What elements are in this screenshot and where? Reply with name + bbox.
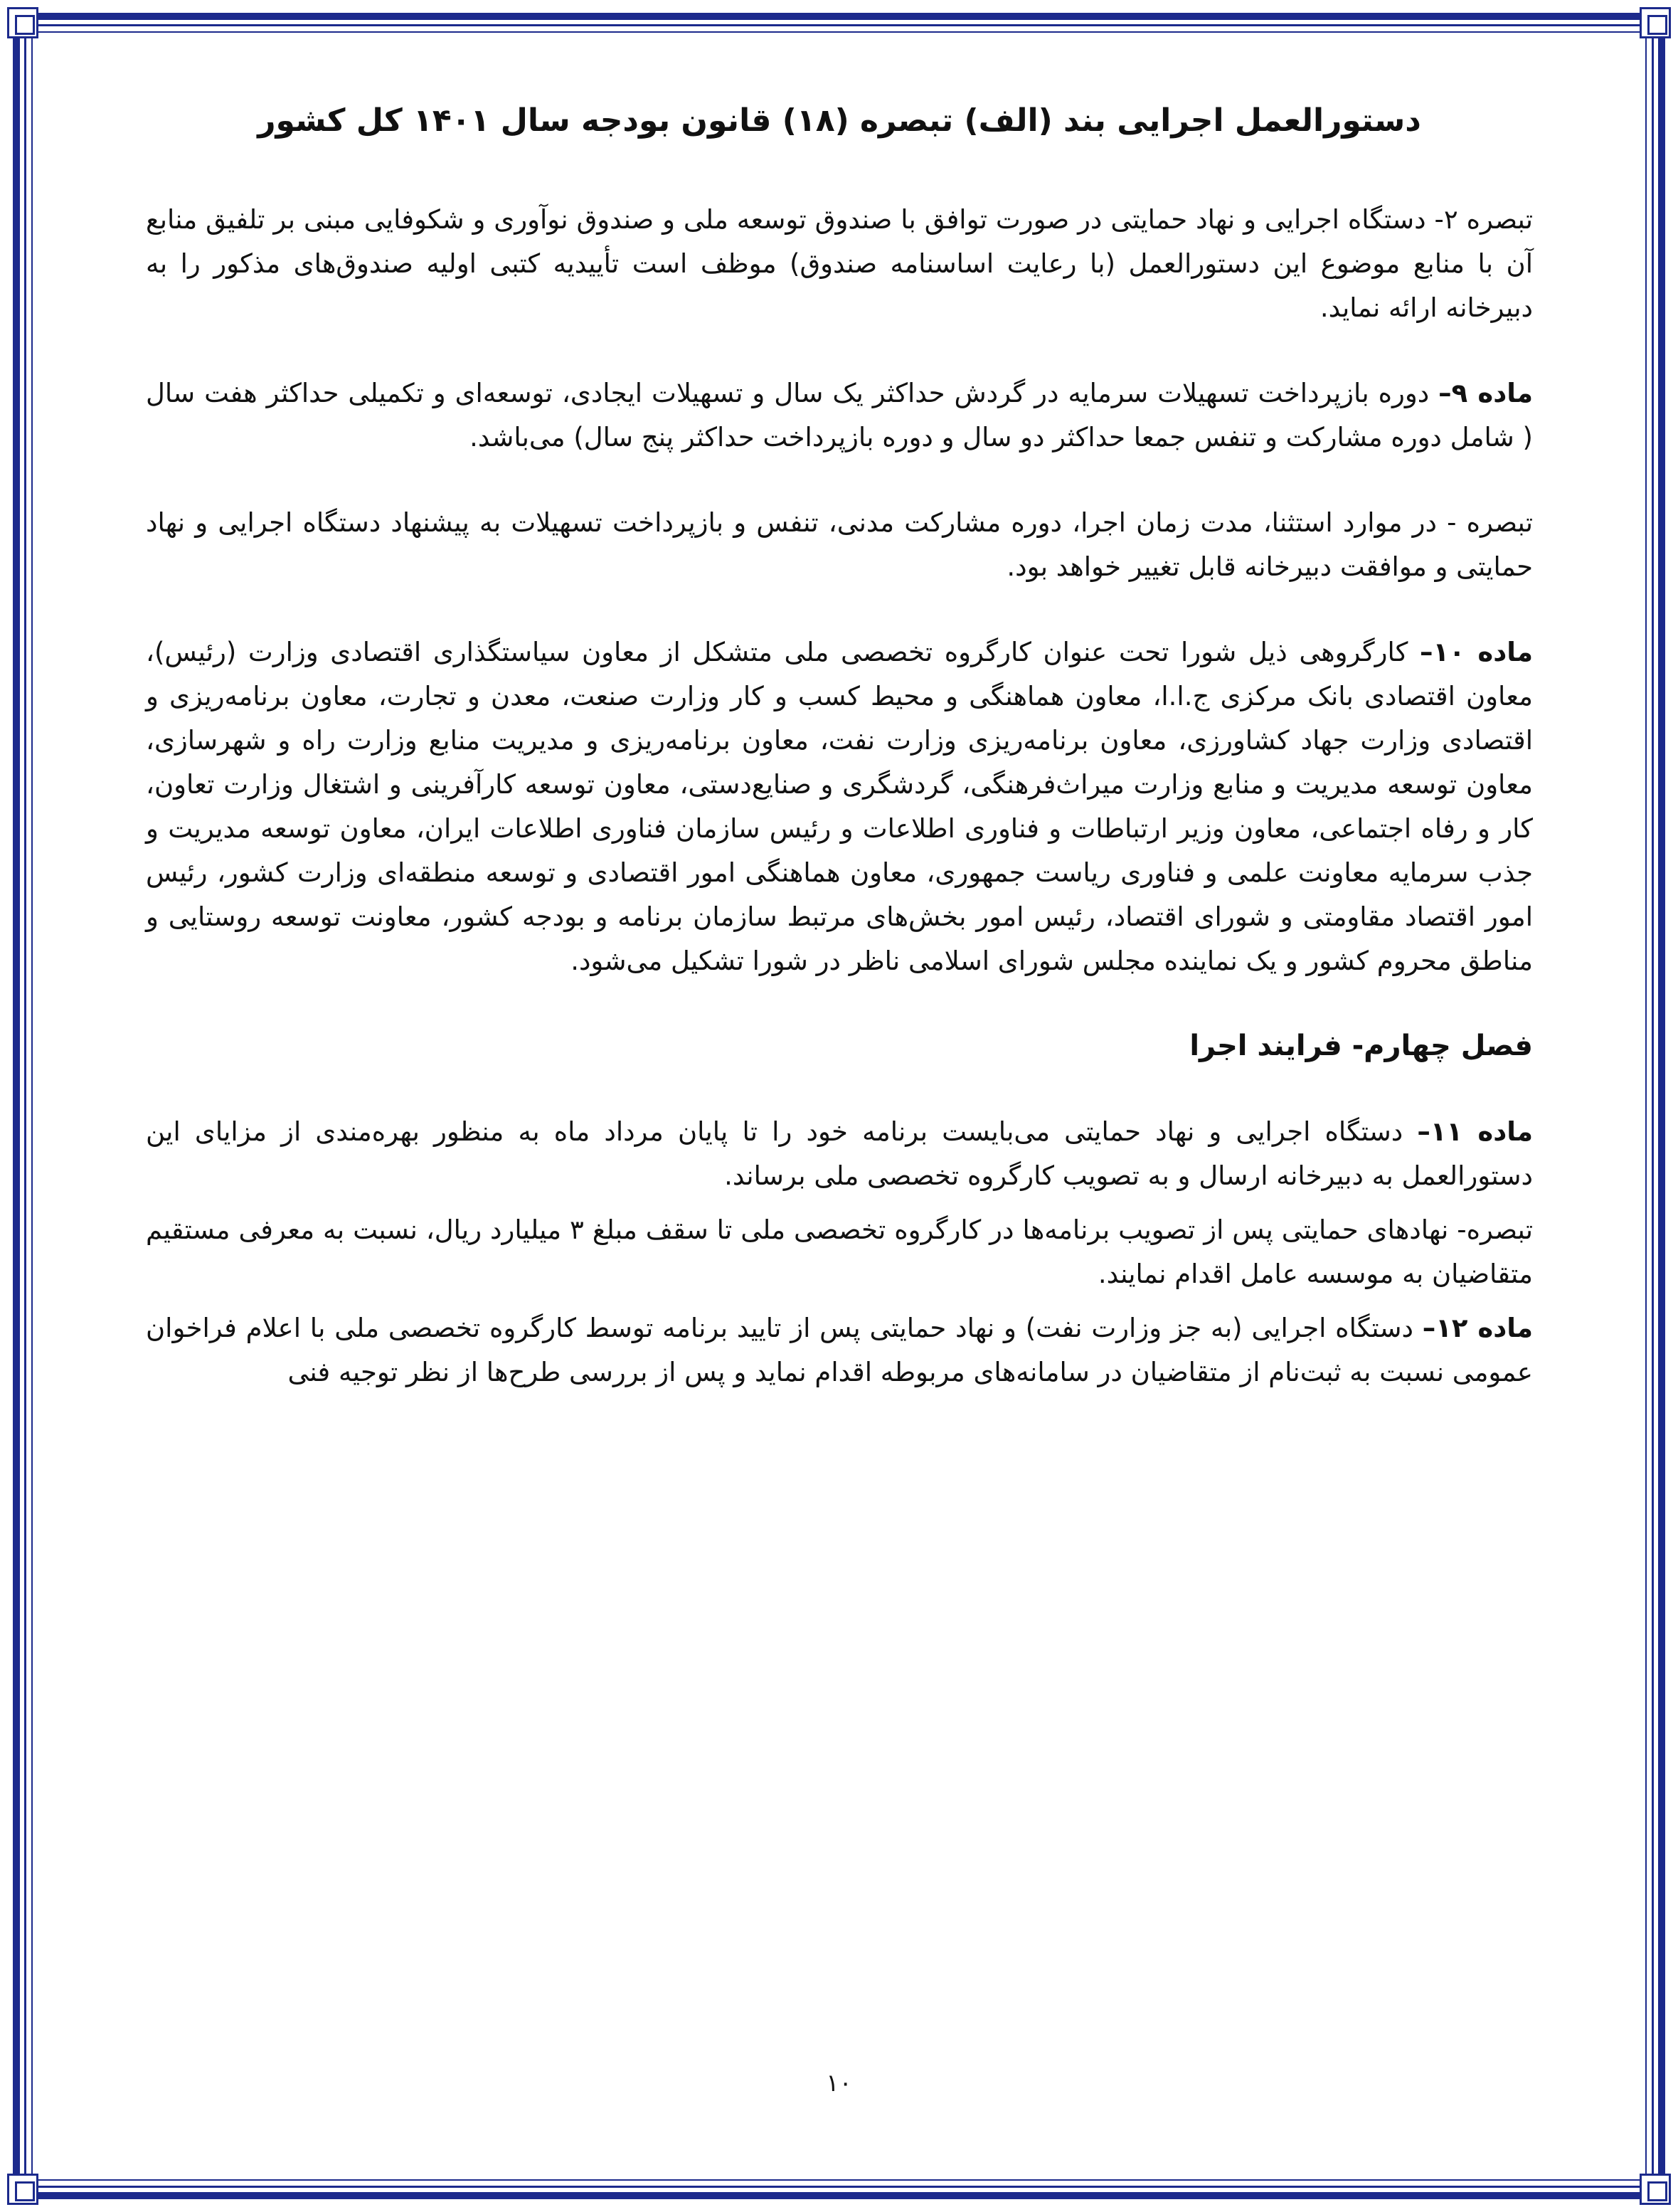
paragraph-label: ماده ۱۰– [1419,637,1533,667]
paragraph-text: تبصره - در موارد استثنا، مدت زمان اجرا، دوره مشارکت مدنی، تنفس و بازپرداخت تسهیلات به پیشنهاد دستگاه اجرایی و نهاد حمایتی و موافقت دبیرخانه قابل تغییر خواهد بود. [146,507,1533,582]
page-number: ۱۰ [826,2069,852,2097]
paragraph-article-10 [146,630,1533,983]
section-heading: فصل چهارم- فرایند اجرا [1189,1030,1533,1062]
paragraph-note-supporting-bodies [146,1208,1533,1296]
paragraph-text: دستگاه اجرایی و نهاد حمایتی می‌بایست برنامه خود را تا پایان مرداد ماه به منظور بهره‌مندی از مزایای این دستورالعمل به دبیرخانه ارسال و به تصویب کارگروه تخصصی ملی برساند. [146,1116,1533,1191]
paragraph-note-exception [146,501,1533,589]
paragraph-article-11 [146,1110,1533,1198]
paragraph-label: ماده ۱۲– [1422,1313,1533,1343]
corner-ornament-bottom-left [7,2174,38,2205]
paragraph-text: دوره بازپرداخت تسهیلات سرمایه در گردش حداکثر یک سال و تسهیلات ایجادی، توسعه‌ای و تکمیلی حداکثر هفت سال ( شامل دوره مشارکت و تنفس جمعا حداکثر دو سال و دوره بازپرداخت حداکثر پنج سال) می‌باشد. [146,378,1533,453]
paragraph-text: دستگاه اجرایی (به جز وزارت نفت) و نهاد حمایتی پس از تایید برنامه توسط کارگروه تخصصی ملی با اعلام فراخوان عمومی نسبت به ثبت‌نام از متقاضیان در سامانه‌های مربوطه اقدام نماید و پس از بررسی طرح‌ها از نظر توجیه فنی [146,1313,1533,1387]
paragraph-note-2 [146,198,1533,330]
paragraph-article-9 [146,371,1533,460]
corner-ornament-top-left [7,7,38,38]
paragraph-text: تبصره- نهادهای حمایتی پس از تصویب برنامه‌ها در کارگروه تخصصی ملی تا سقف مبلغ ۳ میلیارد ریال، نسبت به معرفی مستقیم متقاضیان به موسسه عامل اقدام نمایند. [146,1215,1534,1289]
document-body [146,100,1533,1404]
paragraph-label: ماده ۱۱– [1417,1116,1533,1147]
paragraph-text: تبصره ۲- دستگاه اجرایی و نهاد حمایتی در صورت توافق با صندوق توسعه ملی و صندوق نوآوری و شکوفایی مبنی بر تلفیق منابع آن با منابع موضوع این دستورالعمل (با رعایت اساسنامه صندوق) موظف است تأییدیه کتبی اولیه صندوق‌های مذکور را به دبیرخانه ارائه نماید. [146,204,1533,323]
paragraph-article-12 [146,1306,1533,1395]
corner-ornament-top-right [1640,7,1671,38]
paragraph-label: ماده ۹– [1438,378,1533,408]
corner-ornament-bottom-right [1640,2174,1671,2205]
paragraph-text: کارگروهی ذیل شورا تحت عنوان کارگروه تخصصی ملی متشکل از معاون سیاستگذاری اقتصادی وزارت (رئیس)، معاون اقتصادی بانک مرکزی ج.ا.ا، معاون هماهنگی و محیط کسب و کار وزارت صنعت، معدن و تجارت، معاون برنامه‌ریزی و اقتصادی وزارت جهاد کشاورزی، معاون برنامه‌ریزی وزارت نفت، معاون برنامه‌ریزی و مدیریت منابع وزارت راه و شهرسازی، معاون توسعه مدیریت و منابع وزارت میراث‌فرهنگی، گردشگری و صنایع‌دستی، معاون توسعه کارآفرینی و اشتغال وزارت تعاون، کار و رفاه اجتماعی، معاون وزیر ارتباطات و فناوری اطلاعات و رئیس سازمان فناوری اطلاعات ایران، معاون توسعه مدیریت و جذب سرمایه معاونت علمی و فناوری ریاست جمهوری، معاون هماهنگی امور اقتصادی و توسعه منطقه‌ای وزارت کشور، رئیس امور اقتصاد مقاومتی و شورای اقتصاد، رئیس امور بخش‌های مرتبط سازمان برنامه و بودجه کشور، معاونت توسعه روستایی و مناطق محروم کشور و یک نماینده مجلس شورای اسلامی ناظر در شورا تشکیل می‌شود. [146,637,1533,976]
document-title: دستورالعمل اجرایی بند (الف) تبصره (۱۸) قانون بودجه سال ۱۴۰۱ کل کشور [257,102,1421,139]
